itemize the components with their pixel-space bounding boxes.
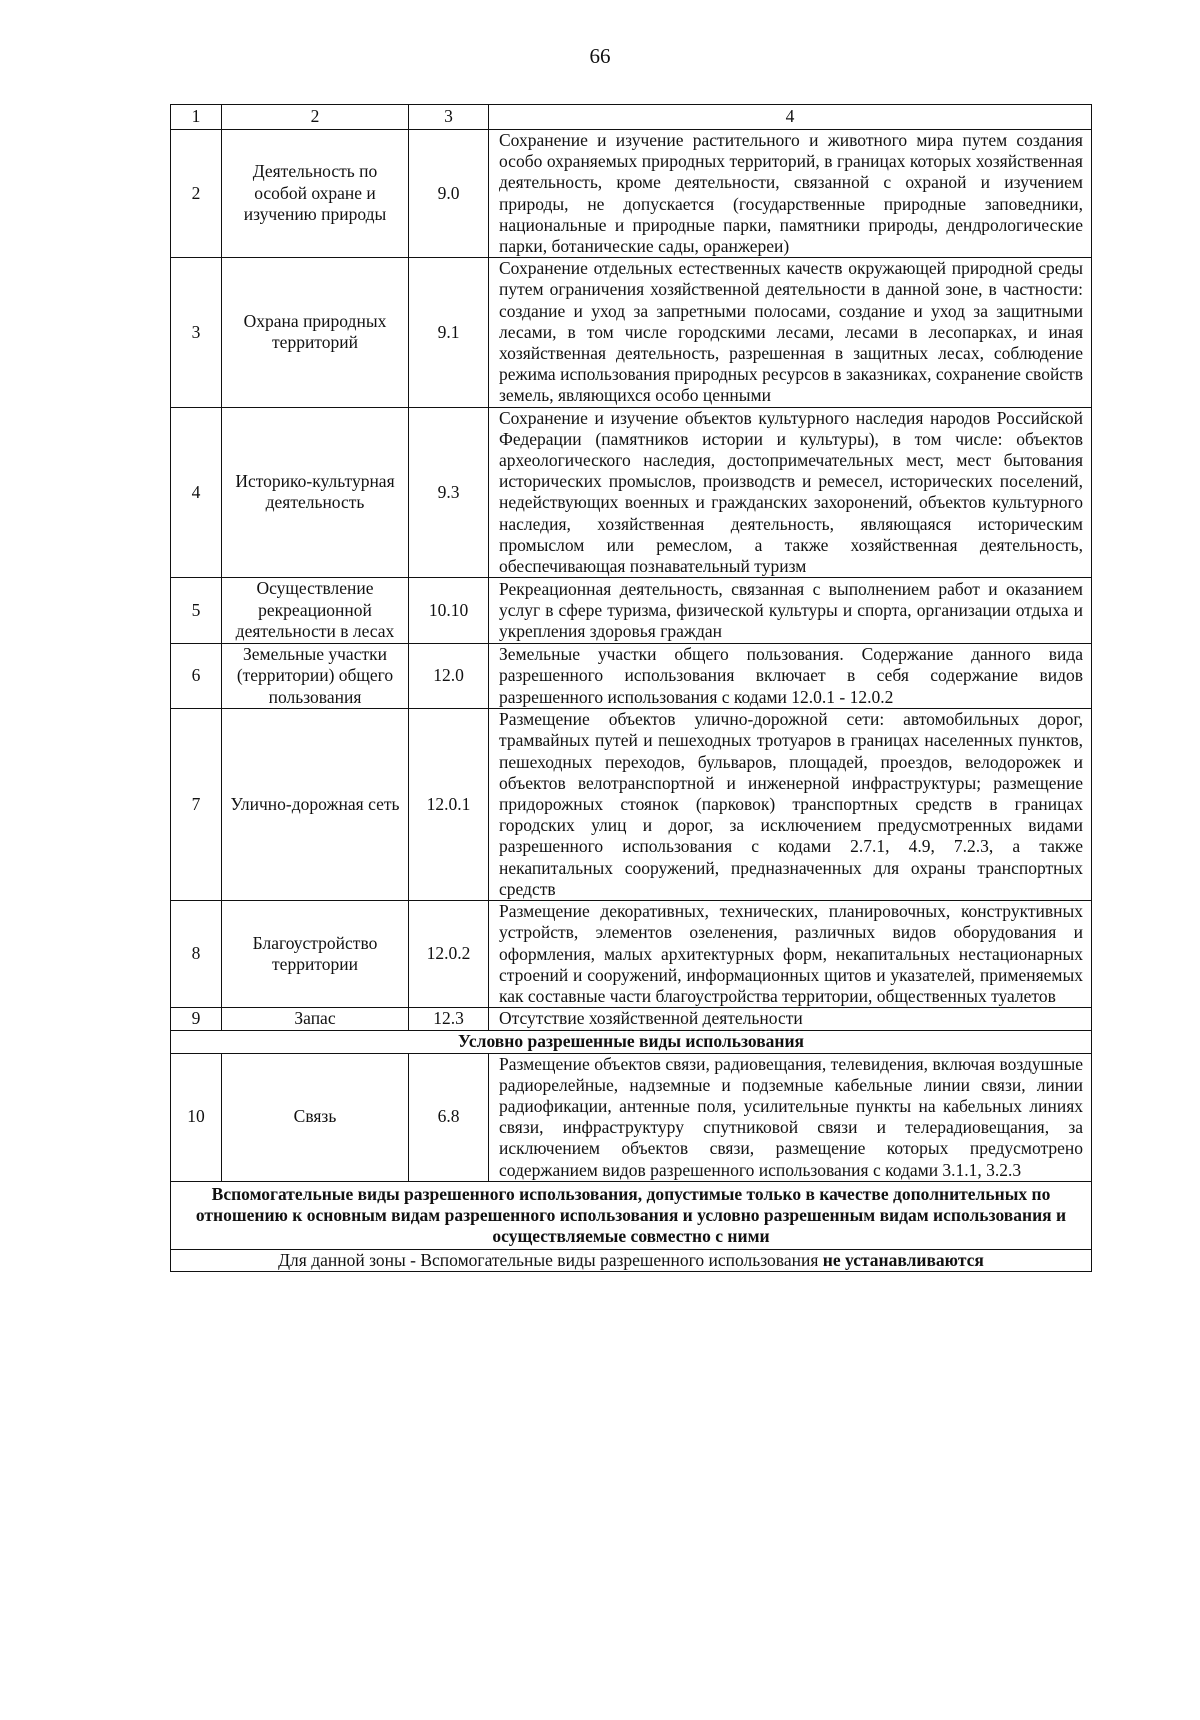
auxiliary-uses-section-title: Вспомогательные виды разрешенного использования, допустимые только в качестве дополнительных по отношению к основным видам разрешенного использования и условно разрешенным видам использования и осуществляемые совместно с ними bbox=[171, 1181, 1092, 1249]
auxiliary-note-bold: не устанавливаются bbox=[822, 1249, 984, 1270]
use-type-description: Сохранение и изучение объектов культурного наследия народов Российской Федерации (памятников истории и культуры), в том числе: объектов археологического наследия, достопримечательных мест, мест бытования исторических промыслов, производств и ремесел, исторических поселений, недействующих военных и гражданских захоронений, объектов культурного наследия, хозяйственная деятельность, являющаяся историческим промыслом или ремеслом, а также хозяйственная деятельность, обеспечивающая познавательный туризм bbox=[489, 407, 1092, 578]
table-row bbox=[171, 1008, 1092, 1031]
table-row bbox=[171, 130, 1092, 258]
auxiliary-uses-note bbox=[171, 1249, 1092, 1272]
table-row bbox=[171, 709, 1092, 901]
use-type-description: Сохранение и изучение растительного и животного мира путем создания особо охраняемых природных территорий, в границах которых хозяйственная деятельность, кроме деятельности, связанной с охраной и изучением природы, не допускается (государственные природные заповедники, национальные и природные парки, памятники природы, дендрологические парки, ботанические сады, оранжереи) bbox=[489, 130, 1092, 258]
column-header-3: 3 bbox=[409, 105, 489, 130]
use-type-name: Земельные участки (территории) общего пользования bbox=[222, 643, 409, 709]
use-type-name: Осуществление рекреационной деятельности в лесах bbox=[222, 578, 409, 644]
row-number: 3 bbox=[171, 258, 222, 407]
note-row bbox=[171, 1249, 1092, 1272]
column-header-1: 1 bbox=[171, 105, 222, 130]
table-row bbox=[171, 643, 1092, 709]
use-type-code: 6.8 bbox=[409, 1053, 489, 1181]
use-type-name: Улично-дорожная сеть bbox=[222, 709, 409, 901]
use-type-description: Рекреационная деятельность, связанная с выполнением работ и оказанием услуг в сфере туризма, физической культуры и спорта, организации отдыха и укрепления здоровья граждан bbox=[489, 578, 1092, 644]
use-type-code: 12.0 bbox=[409, 643, 489, 709]
use-type-code: 10.10 bbox=[409, 578, 489, 644]
section-header-row bbox=[171, 1181, 1092, 1249]
page-number: 66 bbox=[589, 44, 611, 68]
use-type-description: Отсутствие хозяйственной деятельности bbox=[489, 1008, 1092, 1031]
column-header-2: 2 bbox=[222, 105, 409, 130]
use-type-code: 12.3 bbox=[409, 1008, 489, 1031]
use-type-code: 12.0.2 bbox=[409, 901, 489, 1008]
row-number: 5 bbox=[171, 578, 222, 644]
row-number: 10 bbox=[171, 1053, 222, 1181]
land-use-table bbox=[170, 104, 1092, 1272]
use-type-code: 9.3 bbox=[409, 407, 489, 578]
table-row bbox=[171, 258, 1092, 407]
use-type-name: Историко-культурная деятельность bbox=[222, 407, 409, 578]
row-number: 9 bbox=[171, 1008, 222, 1031]
table-row bbox=[171, 1053, 1092, 1181]
use-type-name: Благоустройство территории bbox=[222, 901, 409, 1008]
use-type-code: 9.0 bbox=[409, 130, 489, 258]
use-type-name: Запас bbox=[222, 1008, 409, 1031]
row-number: 8 bbox=[171, 901, 222, 1008]
use-type-description: Размещение объектов связи, радиовещания, телевидения, включая воздушные радиорелейные, надземные и подземные кабельные линии связи, линии радиофикации, антенные поля, усилительные пункты на кабельных линиях связи, инфраструктуру спутниковой связи и телерадиовещания, за исключением объектов связи, размещение которых предусмотрено содержанием видов разрешенного использования с кодами 3.1.1, 3.2.3 bbox=[489, 1053, 1092, 1181]
table-row bbox=[171, 578, 1092, 644]
use-type-description: Сохранение отдельных естественных качеств окружающей природной среды путем ограничения хозяйственной деятельности в данной зоне, в частности: создание и уход за запретными полосами, создание и уход за защитными лесами, в том числе городскими лесами, лесами в лесопарках, и иная хозяйственная деятельность, разрешенная в защитных лесах, соблюдение режима использования природных ресурсов в заказниках, сохранение свойств земель, являющихся особо ценными bbox=[489, 258, 1092, 407]
use-type-name: Охрана природных территорий bbox=[222, 258, 409, 407]
use-type-code: 12.0.1 bbox=[409, 709, 489, 901]
use-type-name: Деятельность по особой охране и изучению природы bbox=[222, 130, 409, 258]
column-number-header-row bbox=[171, 105, 1092, 130]
row-number: 7 bbox=[171, 709, 222, 901]
use-type-name: Связь bbox=[222, 1053, 409, 1181]
column-header-4: 4 bbox=[489, 105, 1092, 130]
table-row bbox=[171, 901, 1092, 1008]
conditional-uses-section-title: Условно разрешенные виды использования bbox=[171, 1030, 1092, 1053]
use-type-code: 9.1 bbox=[409, 258, 489, 407]
row-number: 2 bbox=[171, 130, 222, 258]
use-type-description: Размещение объектов улично-дорожной сети: автомобильных дорог, трамвайных путей и пешеходных тротуаров в границах населенных пунктов, пешеходных переходов, бульваров, площадей, проездов, велодорожек и объектов велотранспортной и инженерной инфраструктуры; размещение придорожных стоянок (парковок) транспортных средств в границах городских улиц и дорог, за исключением предусмотренных видами разрешенного использования с кодами 2.7.1, 4.9, 7.2.3, а также некапитальных сооружений, предназначенных для охраны транспортных средств bbox=[489, 709, 1092, 901]
row-number: 6 bbox=[171, 643, 222, 709]
use-type-description: Размещение декоративных, технических, планировочных, конструктивных устройств, элементов озеленения, различных видов оборудования и оформления, малых архитектурных форм, некапитальных нестационарных строений и сооружений, информационных щитов и указателей, применяемых как составные части благоустройства территории, общественных туалетов bbox=[489, 901, 1092, 1008]
table-body bbox=[171, 105, 1092, 1272]
use-type-description: Земельные участки общего пользования. Содержание данного вида разрешенного использования включает в себя содержание видов разрешенного использования с кодами 12.0.1 - 12.0.2 bbox=[489, 643, 1092, 709]
auxiliary-note-prefix: Для данной зоны - Вспомогательные виды разрешенного использования bbox=[278, 1249, 819, 1270]
table-row bbox=[171, 407, 1092, 578]
section-header-row bbox=[171, 1030, 1092, 1053]
row-number: 4 bbox=[171, 407, 222, 578]
